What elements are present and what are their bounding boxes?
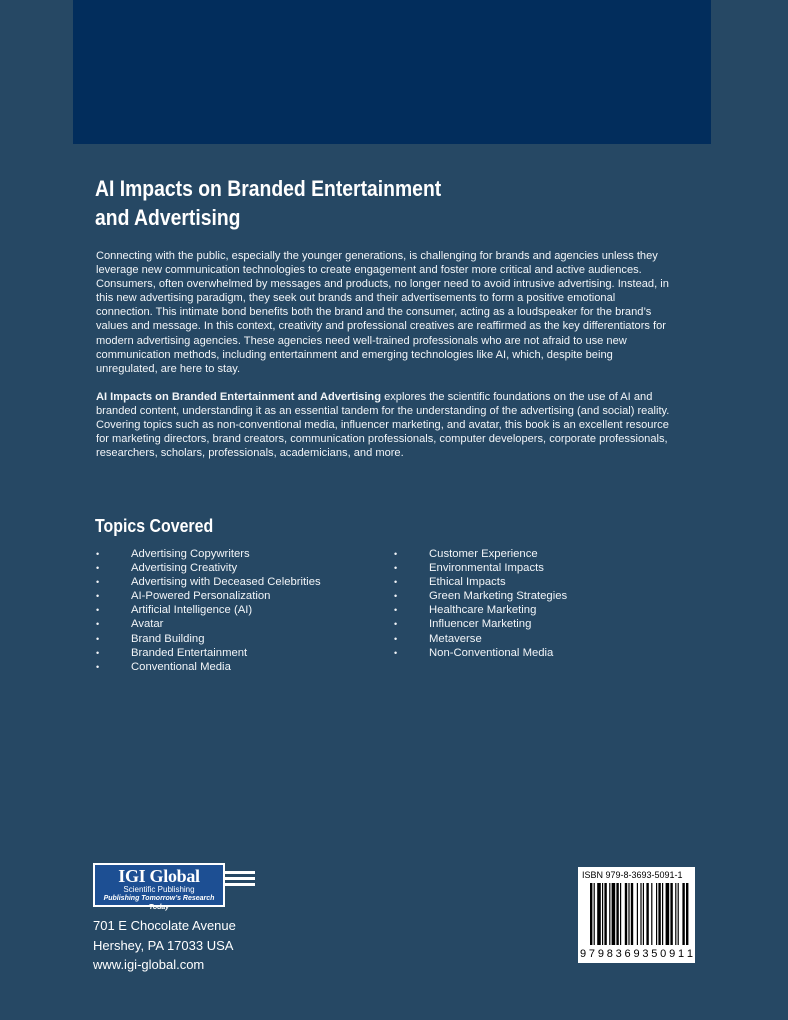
topic-item xyxy=(394,632,567,646)
barcode-bar xyxy=(609,883,610,945)
book-title-line1: AI Impacts on Branded Entertainment xyxy=(95,176,442,201)
bullet-icon: • xyxy=(394,605,398,616)
barcode-bar xyxy=(646,883,648,945)
barcode-bar xyxy=(616,883,618,945)
barcode-digit: 0 xyxy=(660,948,667,960)
bullet-icon: • xyxy=(394,647,398,658)
isbn-barcode xyxy=(578,867,695,963)
bullet-icon: • xyxy=(96,661,100,672)
barcode-bar xyxy=(682,883,684,945)
topic-label: Healthcare Marketing xyxy=(429,604,537,617)
book-title-line2: and Advertising xyxy=(95,205,241,230)
topics-list-right xyxy=(394,547,567,660)
description-paragraph-2-text: explores the scientific foundations on the use of AI and branded content, understanding it as an essential tandem for the understanding of the advertising (and social) reality. Covering topics such as non-conventional media, influencer marketing, and avatar, this book is an excellent resource for marketing directors, brand creators, communication professionals, computer developers, corporate professionals, researchers, scholars, professionals, academicians, and more. xyxy=(96,391,670,460)
topic-item xyxy=(394,617,567,631)
barcode-bar xyxy=(643,883,644,945)
bullet-icon: • xyxy=(394,563,398,574)
topic-label: AI-Powered Personalization xyxy=(131,590,271,603)
barcode-digit: 9 xyxy=(633,948,640,960)
barcode-bar xyxy=(620,883,621,945)
topic-label: Artificial Intelligence (AI) xyxy=(131,604,253,617)
barcode-bar xyxy=(604,883,606,945)
barcode-digit: 9 xyxy=(580,948,587,960)
bullet-icon: • xyxy=(96,591,100,602)
topic-item xyxy=(96,575,321,589)
description-paragraph-2 xyxy=(96,390,671,460)
bullet-icon: • xyxy=(394,591,398,602)
barcode-bar xyxy=(612,883,616,945)
barcode-bar xyxy=(675,883,676,945)
topic-label: Non-Conventional Media xyxy=(429,646,554,659)
barcode-digit: 9 xyxy=(669,948,676,960)
publisher-address xyxy=(93,916,236,975)
topic-item xyxy=(394,547,567,561)
bullet-icon: • xyxy=(96,563,100,574)
address-line-1: 701 E Chocolate Avenue xyxy=(93,918,236,933)
bullet-icon: • xyxy=(394,549,398,559)
barcode-icon xyxy=(578,881,695,949)
bullet-icon: • xyxy=(394,633,398,644)
publisher-logo xyxy=(93,863,225,911)
topic-item xyxy=(394,561,567,575)
topic-item xyxy=(96,589,321,603)
publisher-logo-stripes-icon xyxy=(225,870,255,888)
address-line-2: Hershey, PA 17033 USA xyxy=(93,937,234,953)
barcode-bar xyxy=(658,883,660,945)
topic-item xyxy=(394,575,567,589)
barcode-bar xyxy=(651,883,652,945)
barcode-digit: 5 xyxy=(651,948,658,960)
topic-item xyxy=(96,660,321,674)
barcode-bar xyxy=(678,883,679,945)
barcode-digit: 7 xyxy=(588,948,596,960)
isbn-text: ISBN 979-8-3693-5091-1 xyxy=(582,870,683,880)
topic-item xyxy=(96,561,321,575)
barcode-digit: 6 xyxy=(624,948,631,960)
bullet-icon: • xyxy=(96,647,100,658)
topic-label: Metaverse xyxy=(429,632,482,645)
barcode-bar xyxy=(656,883,657,945)
topic-label: Environmental Impacts xyxy=(429,562,544,575)
barcode-bar xyxy=(590,883,592,945)
topic-label: Branded Entertainment xyxy=(131,646,248,659)
publisher-logo-tagline-2: Publishing Tomorrow’s Research Today xyxy=(103,895,215,911)
barcode-bar xyxy=(640,883,641,945)
barcode-bar xyxy=(628,883,629,945)
topic-label: Avatar xyxy=(131,618,164,631)
bullet-icon: • xyxy=(96,577,100,588)
topic-label: Conventional Media xyxy=(131,660,231,673)
bullet-icon: • xyxy=(96,619,100,630)
barcode-digit: 1 xyxy=(686,948,693,960)
barcode-bar xyxy=(594,883,595,945)
barcode-bar xyxy=(625,883,627,945)
barcode-bar xyxy=(662,883,663,945)
publisher-logo-name: IGI Global xyxy=(118,866,200,886)
topic-label: Influencer Marketing xyxy=(429,618,532,631)
bullet-icon: • xyxy=(96,605,100,616)
barcode-bar xyxy=(631,883,633,945)
topic-label: Advertising Creativity xyxy=(131,562,238,575)
topics-list-left xyxy=(96,547,321,674)
topic-item xyxy=(394,646,567,660)
bullet-icon: • xyxy=(96,633,100,644)
barcode-digit: 8 xyxy=(606,948,613,960)
topic-label: Brand Building xyxy=(131,632,205,645)
topic-item xyxy=(394,603,567,617)
barcode-bar xyxy=(670,883,672,945)
topic-item xyxy=(96,632,321,646)
bullet-icon: • xyxy=(394,619,398,630)
topics-heading: Topics Covered xyxy=(95,515,214,536)
barcode-bar xyxy=(686,883,688,945)
barcode-bar xyxy=(597,883,601,945)
publisher-logo-tagline-1: Scientific Publishing xyxy=(123,885,195,894)
publisher-website: www.igi-global.com xyxy=(93,957,205,972)
topic-label: Customer Experience xyxy=(429,548,538,560)
bullet-icon: • xyxy=(394,577,398,588)
topic-label: Advertising with Deceased Celebrities xyxy=(131,576,321,589)
barcode-digit: 1 xyxy=(677,948,685,960)
topic-item xyxy=(96,547,321,561)
barcode-digit: 9 xyxy=(597,948,604,960)
barcode-digits xyxy=(580,948,693,960)
topic-item xyxy=(394,589,567,603)
topic-item xyxy=(96,646,321,660)
topic-label: Green Marketing Strategies xyxy=(429,590,568,603)
description-book-title: AI Impacts on Branded Entertainment and Advertising xyxy=(96,391,381,403)
topic-item xyxy=(96,617,321,631)
book-title xyxy=(95,174,577,232)
barcode-digit: 3 xyxy=(615,948,622,960)
barcode-bar xyxy=(637,883,638,945)
topic-label: Ethical Impacts xyxy=(429,576,506,589)
topic-item xyxy=(96,603,321,617)
description-paragraph-1: Connecting with the public, especially the younger generations, is challenging for brands and agencies unless they leverage new communication technologies to create engagement and foster more critical and active audiences. Consumers, often overwhelmed by messages and products, no longer need to avoid intrusive advertising. Instead, in this new advertising paradigm, they seek out brands and their advertisements to form a positive emotional connection. This intimate bond benefits both the brand and the consumer, acting as a loudspeaker for the brand’s values and message. In this context, creativity and professional creatives are reaffirmed as the key differentiators for modern advertising agencies. These agencies need well-trained professionals who are not afraid to use new communication methods, including entertainment and emerging technologies like AI, which, despite being unregulated, are here to stay. xyxy=(96,250,669,375)
topic-label: Advertising Copywriters xyxy=(131,548,250,560)
bullet-icon: • xyxy=(96,549,100,559)
barcode-bar xyxy=(666,883,670,945)
barcode-bar xyxy=(602,883,603,945)
top-color-band xyxy=(73,0,711,144)
barcode-digit: 3 xyxy=(642,948,649,960)
